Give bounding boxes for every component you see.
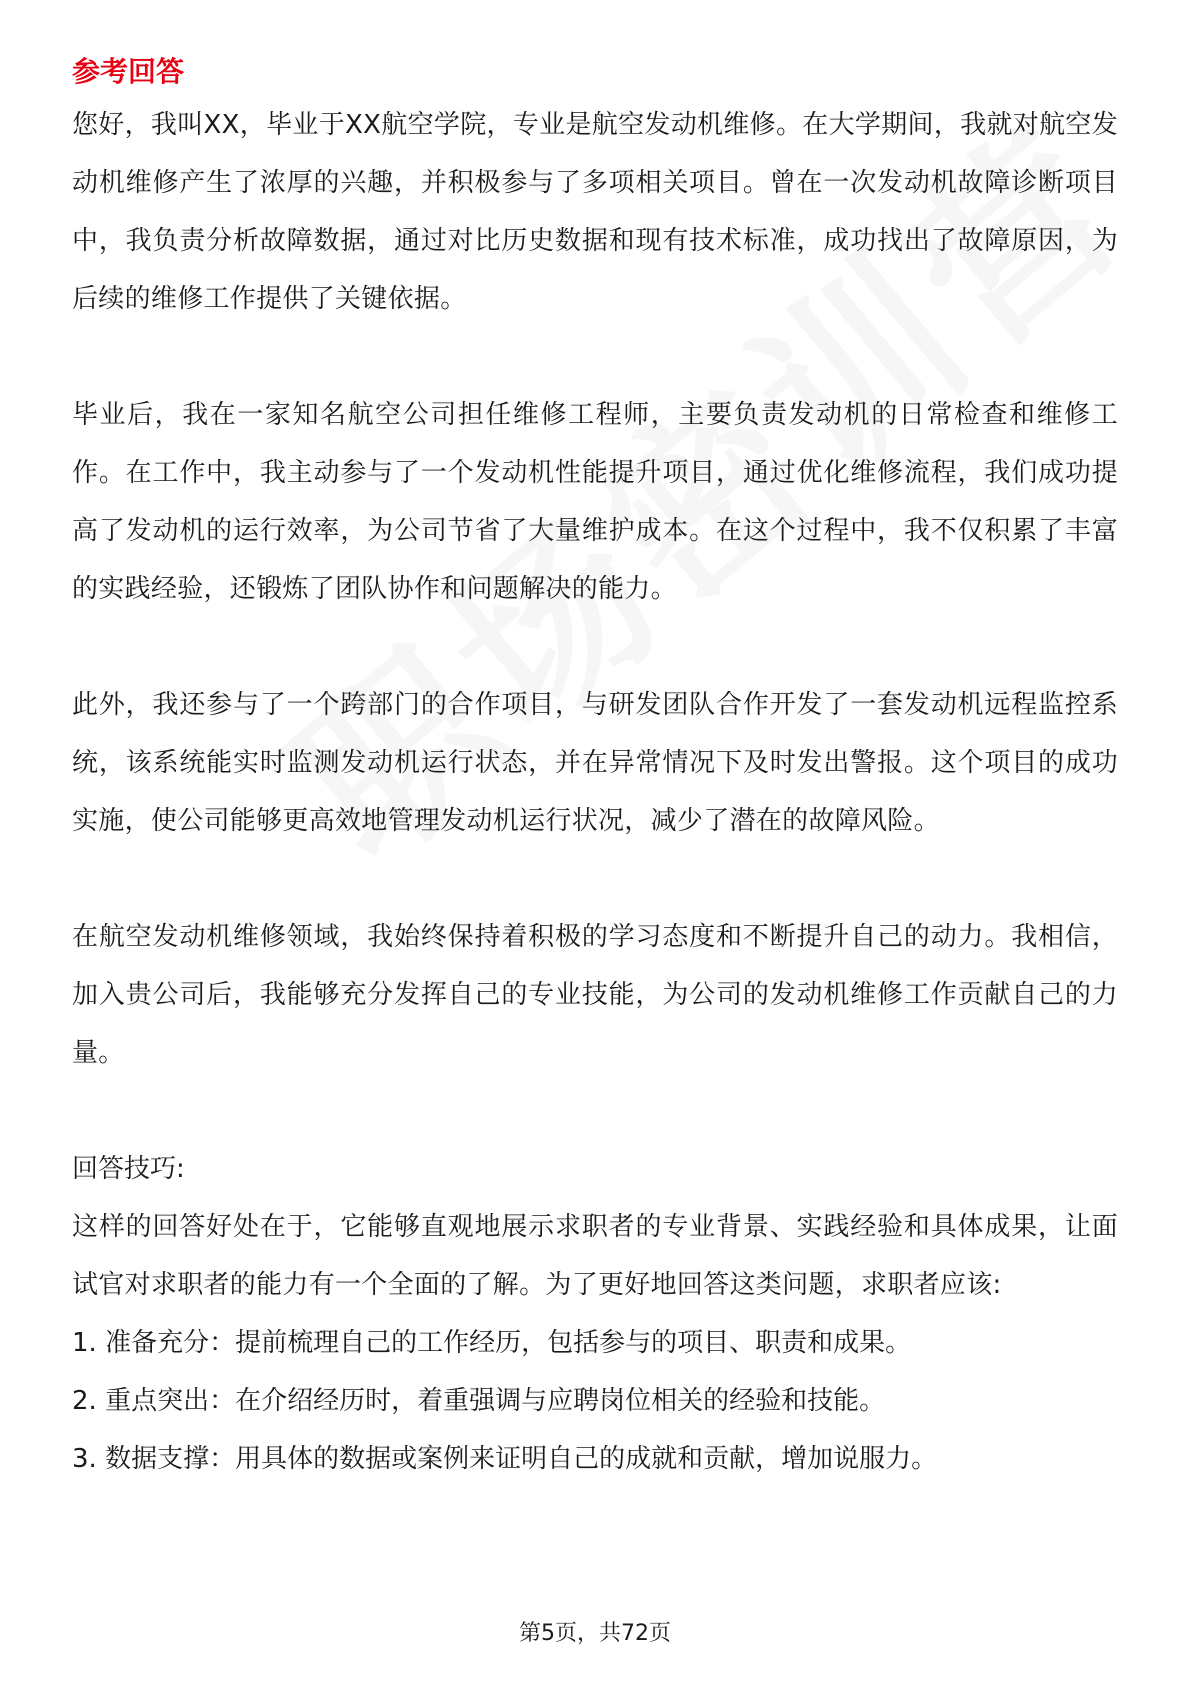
answer-paragraph-1: 您好，我叫XX，毕业于XX航空学院，专业是航空发动机维修。在大学期间，我就对航空发动机维修产生了浓厚的兴趣，并积极参与了多项相关项目。曾在一次发动机故障诊断项目中，我负责分析故障数据，通过对比历史数据和现有技术标准，成功找出了故障原因，为后续的维修工作提供了关键依据。 xyxy=(72,110,1118,314)
tip-item-1: 1. 准备充分：提前梳理自己的工作经历，包括参与的项目、职责和成果。 xyxy=(72,1328,912,1358)
page-footer: 第5页，共72页 xyxy=(519,1621,671,1646)
answer-paragraph-4: 在航空发动机维修领域，我始终保持着积极的学习态度和不断提升自己的动力。我相信，加入贵公司后，我能够充分发挥自己的专业技能，为公司的发动机维修工作贡献自己的力量。 xyxy=(72,922,1118,1068)
paragraph-gap xyxy=(72,850,1118,908)
tips-intro: 这样的回答好处在于，它能够直观地展示求职者的专业背景、实践经验和具体成果，让面试官对求职者的能力有一个全面的了解。为了更好地回答这类问题，求职者应该: xyxy=(72,1212,1118,1300)
section-heading: 参考回答 xyxy=(72,55,185,88)
paragraph-gap xyxy=(72,618,1118,676)
paragraph-gap xyxy=(72,328,1118,386)
paragraph-gap xyxy=(72,1082,1118,1140)
document-content xyxy=(72,48,1118,1488)
tips-title: 回答技巧: xyxy=(72,1154,185,1184)
answer-paragraph-3: 此外，我还参与了一个跨部门的合作项目，与研发团队合作开发了一套发动机远程监控系统，该系统能实时监测发动机运行状态，并在异常情况下及时发出警报。这个项目的成功实施，使公司能够更高效地管理发动机运行状况，减少了潜在的故障风险。 xyxy=(72,690,1118,836)
tip-item-2: 2. 重点突出：在介绍经历时，着重强调与应聘岗位相关的经验和技能。 xyxy=(72,1386,886,1416)
tip-item-3: 3. 数据支撑：用具体的数据或案例来证明自己的成就和贡献，增加说服力。 xyxy=(72,1444,938,1474)
answer-paragraph-2: 毕业后，我在一家知名航空公司担任维修工程师，主要负责发动机的日常检查和维修工作。在工作中，我主动参与了一个发动机性能提升项目，通过优化维修流程，我们成功提高了发动机的运行效率，为公司节省了大量维护成本。在这个过程中，我不仅积累了丰富的实践经验，还锻炼了团队协作和问题解决的能力。 xyxy=(72,400,1118,604)
